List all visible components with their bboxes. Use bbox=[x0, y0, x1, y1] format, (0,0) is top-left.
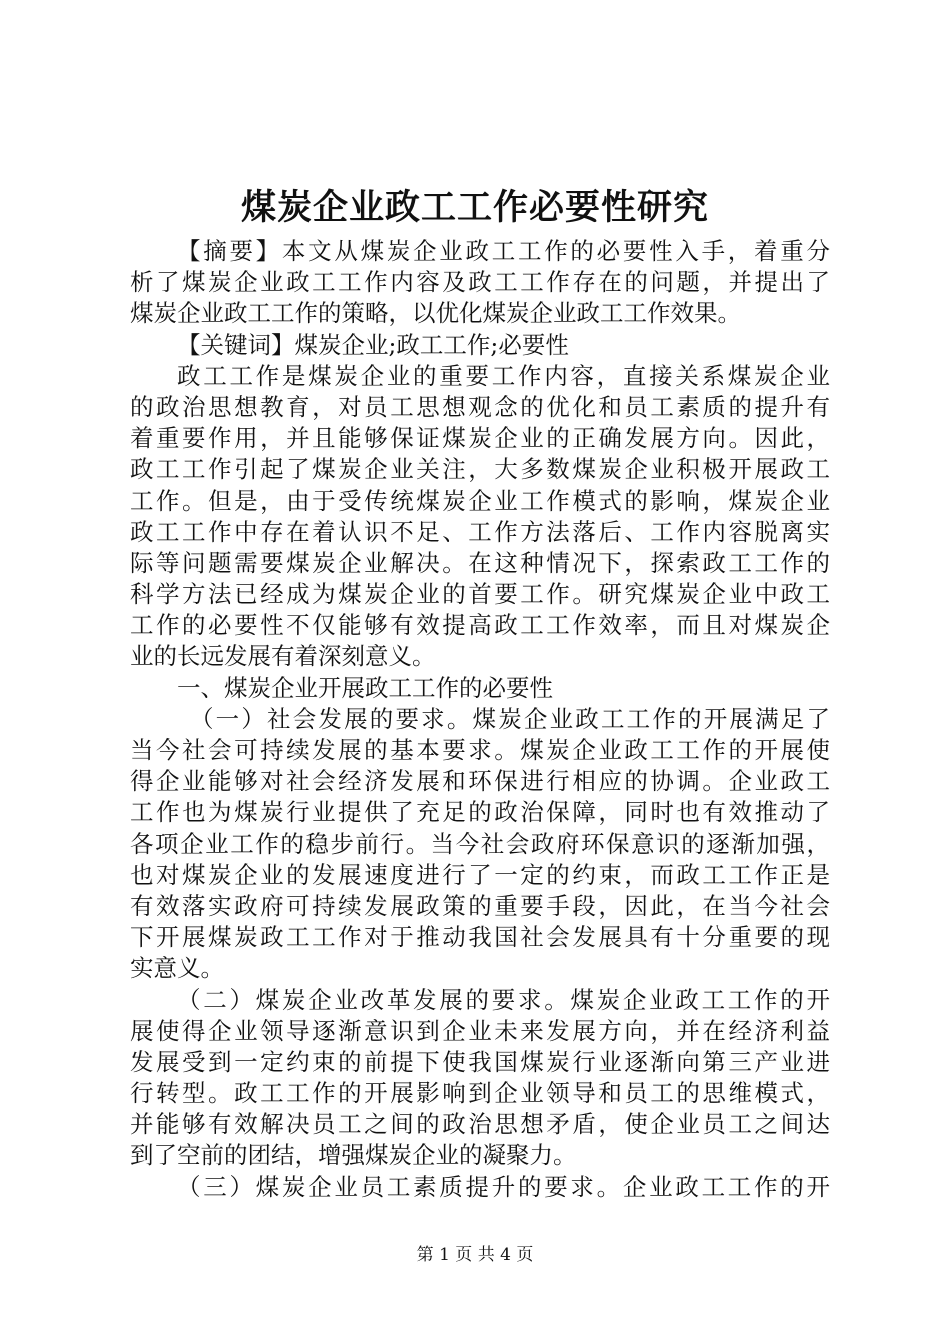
text-line: 展使得企业领导逐渐意识到企业未来发展方向，并在经济利益 bbox=[130, 1016, 830, 1045]
document-body bbox=[130, 236, 830, 1203]
text-line: 政工工作是煤炭企业的重要工作内容，直接关系煤炭企业 bbox=[177, 361, 830, 390]
text-line: 各项企业工作的稳步前行。当今社会政府环保意识的逐渐加强， bbox=[130, 829, 830, 858]
text-line: 发展受到一定约束的前提下使我国煤炭行业逐渐向第三产业进 bbox=[130, 1047, 830, 1076]
text-line: 【摘要】本文从煤炭企业政工工作的必要性入手，着重分 bbox=[177, 237, 830, 265]
text-line: 【关键词】煤炭企业;政工工作;必要性 bbox=[177, 330, 569, 359]
text-line: （一）社会发展的要求。煤炭企业政工工作的开展满足了 bbox=[190, 704, 830, 733]
text-line: 得企业能够对社会经济发展和环保进行相应的协调。企业政工 bbox=[130, 767, 830, 796]
text-line: 到了空前的团结，增强煤炭企业的凝聚力。 bbox=[130, 1141, 577, 1170]
text-line: 析了煤炭企业政工工作内容及政工工作存在的问题，并提出了 bbox=[130, 268, 830, 297]
text-line: 并能够有效解决员工之间的政治思想矛盾，使企业员工之间达 bbox=[130, 1110, 830, 1139]
text-line: （三）煤炭企业员工素质提升的要求。企业政工工作的开 bbox=[177, 1172, 830, 1201]
text-line: 实意义。 bbox=[130, 954, 224, 983]
text-line: 有效落实政府可持续发展政策的重要手段，因此，在当今社会 bbox=[130, 891, 830, 920]
text-line: 一、煤炭企业开展政工工作的必要性 bbox=[177, 673, 553, 702]
text-line: （二）煤炭企业改革发展的要求。煤炭企业政工工作的开 bbox=[177, 985, 830, 1014]
text-line: 际等问题需要煤炭企业解决。在这种情况下，探索政工工作的 bbox=[130, 548, 830, 577]
page-footer: 第 1 页 共 4 页 bbox=[416, 1245, 534, 1265]
text-line: 煤炭企业政工工作的策略，以优化煤炭企业政工工作效果。 bbox=[130, 299, 741, 328]
text-line: 的政治思想教育，对员工思想观念的优化和员工素质的提升有 bbox=[130, 392, 830, 421]
text-line: 工作也为煤炭行业提供了充足的政治保障，同时也有效推动了 bbox=[130, 798, 830, 827]
text-line: 也对煤炭企业的发展速度进行了一定的约束，而政工工作正是 bbox=[130, 860, 830, 889]
text-line: 行转型。政工工作的开展影响到企业领导和员工的思维模式， bbox=[130, 1079, 830, 1108]
text-line: 业的长远发展有着深刻意义。 bbox=[130, 642, 436, 671]
text-line: 科学方法已经成为煤炭企业的首要工作。研究煤炭企业中政工 bbox=[130, 580, 830, 609]
text-line: 下开展煤炭政工工作对于推动我国社会发展具有十分重要的现 bbox=[130, 923, 830, 952]
document-title: 煤炭企业政工工作必要性研究 bbox=[240, 187, 709, 228]
text-line: 工作的必要性不仅能够有效提高政工工作效率，而且对煤炭企 bbox=[130, 611, 830, 640]
text-line: 着重要作用，并且能够保证煤炭企业的正确发展方向。因此， bbox=[130, 424, 830, 453]
text-line: 工作。但是，由于受传统煤炭企业工作模式的影响，煤炭企业 bbox=[130, 486, 830, 515]
text-line: 政工工作引起了煤炭企业关注，大多数煤炭企业积极开展政工 bbox=[130, 455, 830, 484]
text-line: 政工工作中存在着认识不足、工作方法落后、工作内容脱离实 bbox=[130, 517, 830, 546]
text-line: 当今社会可持续发展的基本要求。煤炭企业政工工作的开展使 bbox=[130, 736, 830, 764]
